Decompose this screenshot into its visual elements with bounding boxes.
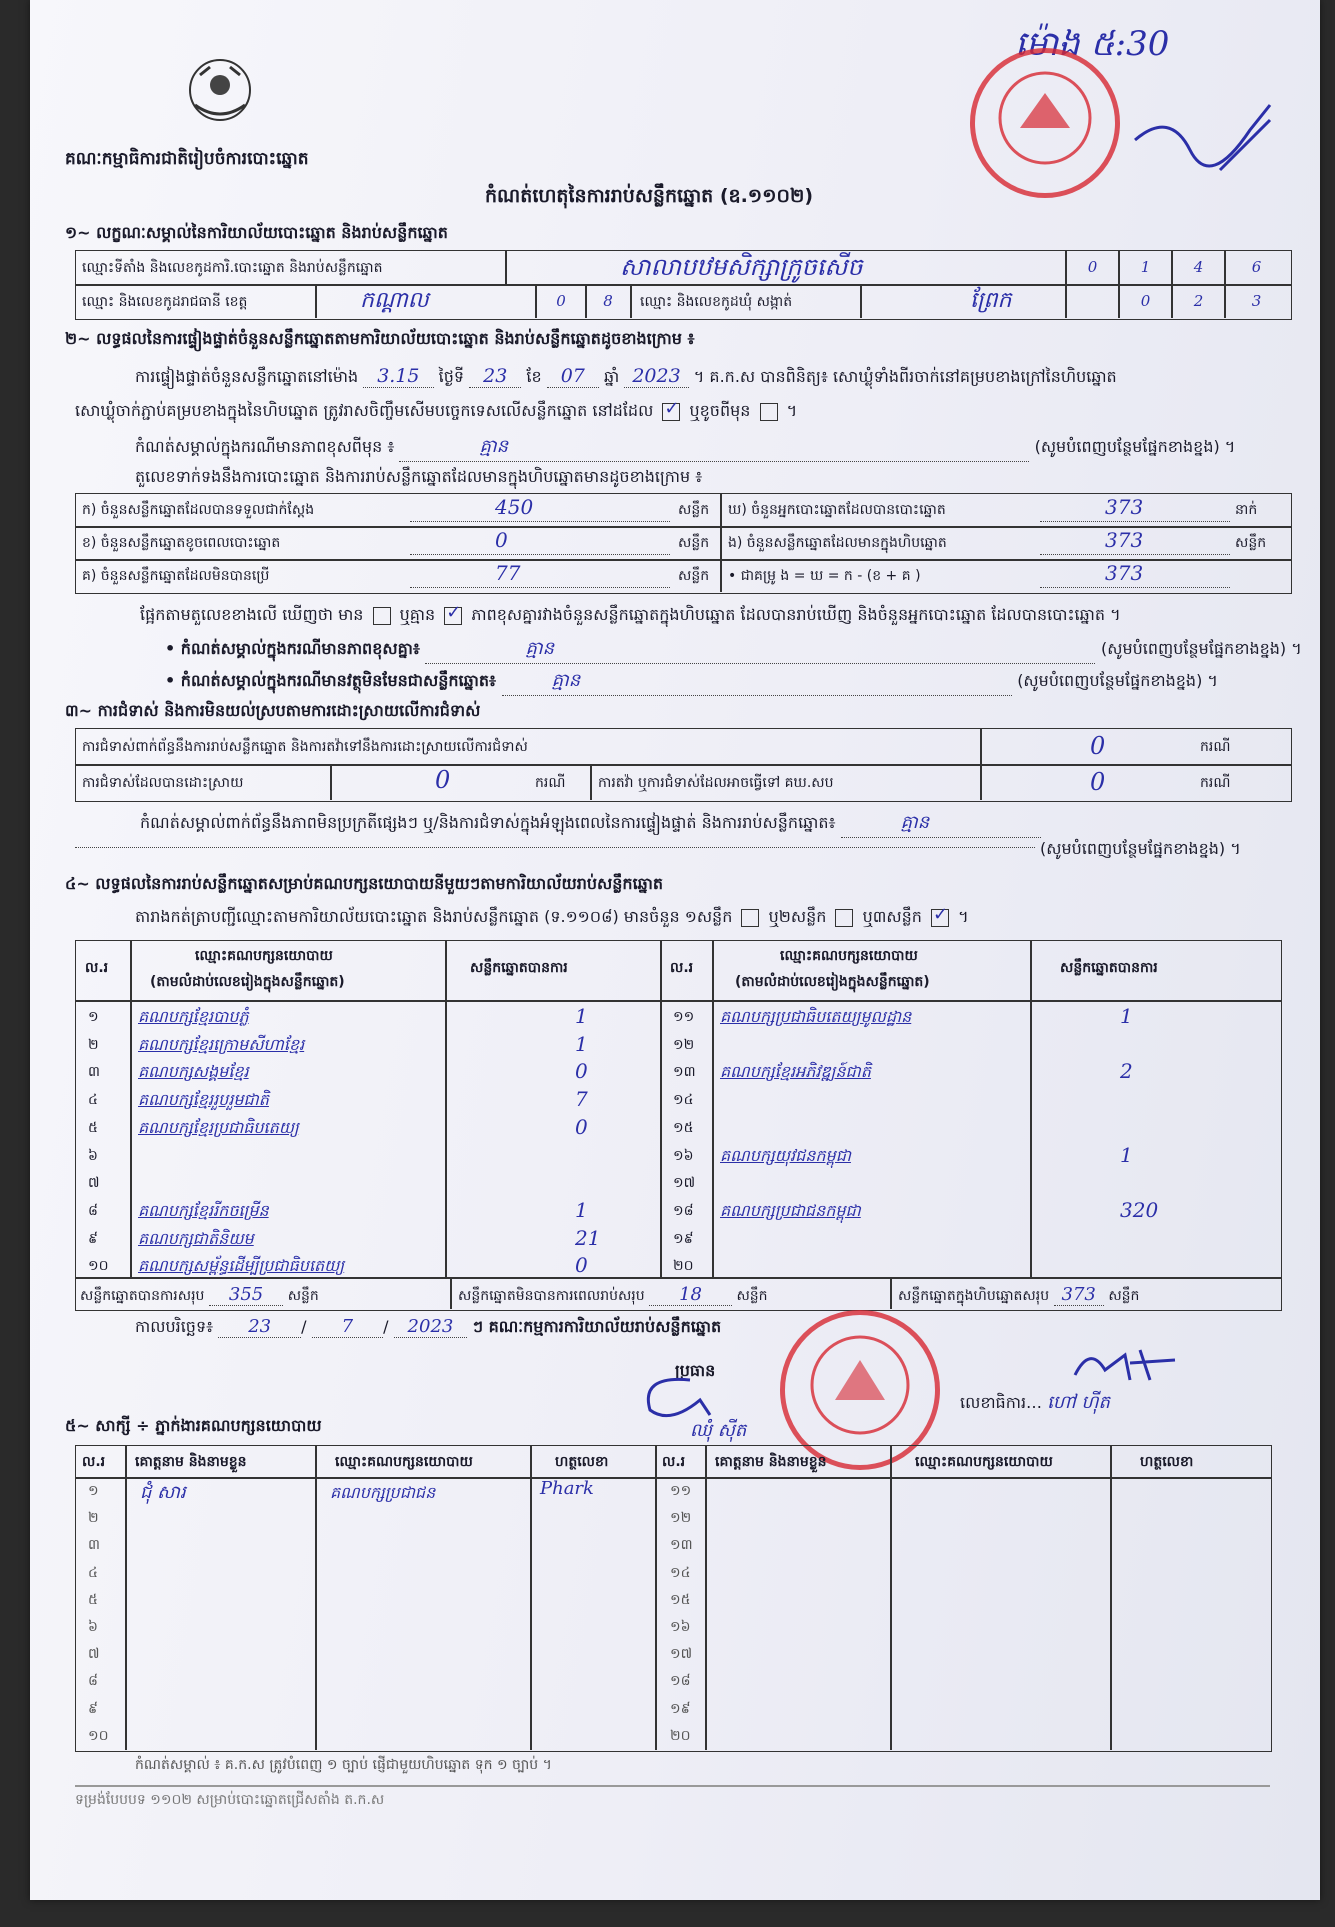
result-votes-left: 1: [575, 1031, 588, 1056]
witness-no-left: ៩: [88, 1700, 98, 1717]
witness-no-right: ១១: [670, 1483, 692, 1499]
w-col-party-l: ឈ្មោះគណបក្សនយោបាយ: [335, 1454, 473, 1470]
handwritten-time: ម៉ោង ៥:30: [1015, 24, 1170, 64]
result-no-left: ៤: [88, 1092, 98, 1109]
result-no-right: ១៥: [673, 1119, 694, 1136]
witness-no-right: ១៤: [670, 1564, 691, 1581]
count-row-dots: [410, 520, 670, 522]
w-col-party-r: ឈ្មោះគណបក្សនយោបាយ: [915, 1454, 1053, 1470]
objection-row2-value: 0: [435, 766, 451, 794]
secretary: លេខាធិការ… ហៅ ហ៊ីត: [960, 1392, 1110, 1413]
count-right-dots: [1040, 586, 1230, 588]
no-discrepancy-checkbox[interactable]: [444, 607, 462, 625]
verification-year: 2023: [624, 365, 688, 388]
one-sheet-checkbox[interactable]: [741, 909, 759, 927]
objection-row1-value: 0: [1090, 732, 1106, 760]
count-right-unit: នាក់: [1235, 502, 1258, 518]
total-box: សន្លឹកឆ្នោតក្នុងហិបឆ្នោតសរុប 373 សន្លឹក: [898, 1284, 1140, 1305]
result-no-right: ១៨: [673, 1202, 694, 1219]
form-paper: [30, 0, 1320, 1900]
count-right-value: 373: [1105, 528, 1144, 552]
foreign-object-note: • កំណត់សម្គាល់ក្នុងករណីមានវត្ថុមិនមែនជាសន្លឹកឆ្នោត៖ គ្មាន (សូមបំពេញបន្ថែមផ្នែកខាងខ្នង) ។: [165, 668, 1218, 696]
count-row-label: គ) ចំនួនសន្លឹកឆ្នោតដែលមិនបានប្រើ: [82, 568, 270, 584]
nec-emblem-icon: [180, 55, 260, 125]
count-row-label: ខ) ចំនួនសន្លឹកឆ្នោតខូចពេលបោះឆ្នោត: [82, 535, 281, 551]
result-party-left: គណបក្សខ្មែរបាបភ្លំ: [138, 1007, 249, 1026]
result-no-right: ១៤: [673, 1092, 694, 1109]
objection-row2-label2: ការតវ៉ា ឬការជំទាស់ដែលអាចធ្វើទៅ គឃ.សប: [598, 775, 834, 791]
verification-line-1: ការផ្ទៀងផ្ទាត់ចំនួនសន្លឹកឆ្នោតនៅម៉ោង 3.15 ថ្ងៃទី 23 ខែ 07 ឆ្នាំ 2023 ។ គ.ក.ស បានពិនិត្យ៖ សោឃ្លុំទាំងពីរចាក់នៅគម្របខាងក្រៅនៃហិបឆ្នោត: [135, 365, 1117, 387]
objection-row1-label: ការជំទាស់ពាក់ព័ន្ធនឹងការរាប់សន្លឹកឆ្នោត និងការតវ៉ាទៅនឹងការដោះស្រាយលើការជំទាស់: [82, 739, 528, 755]
witness-no-left: ៤: [88, 1564, 98, 1581]
witness-no-left: ១: [88, 1483, 99, 1499]
count-row-unit: សន្លឹក: [678, 502, 710, 518]
total-invalid: សន្លឹកឆ្នោតមិនបានការពេលរាប់សរុប 18 សន្លឹក: [458, 1284, 768, 1305]
result-votes-right: 2: [1120, 1059, 1133, 1084]
col-party-right: ឈ្មោះគណបក្សនយោបាយ: [780, 948, 918, 964]
witness-1-signature: Phark: [540, 1478, 594, 1499]
verification-line-2: សោឃ្លុំចាក់ភ្ជាប់គម្របខាងក្នុងនៃហិបឆ្នោត ត្រូវរាសចិញ្ចឹមសើមបច្ចេកទេសលើសន្លឹកឆ្នោត នៅដដែល ✓ ឬខូចពីមុន ។: [75, 400, 797, 424]
witness-no-left: ២: [88, 1510, 99, 1527]
witness-no-left: ៨: [88, 1673, 98, 1690]
result-party-left: គណបក្សសង្គមខ្មែរ: [138, 1062, 249, 1082]
result-no-left: ៥: [88, 1119, 98, 1136]
col-votes-left: សន្លឹកឆ្នោតបានការ: [470, 960, 568, 976]
result-votes-left: 1: [575, 1004, 588, 1028]
section2-heading: ២~ លទ្ធផលនៃការផ្ទៀងផ្ទាត់ចំនួនសន្លឹកឆ្នោតតាមការិយាល័យបោះឆ្នោត និងរាប់សន្លឹកឆ្នោតដូចខាងក្រោម ៖: [65, 329, 695, 348]
col-votes-right: សន្លឹកឆ្នោតបានការ: [1060, 960, 1158, 976]
witness-1-name: ជុំ សារ: [140, 1482, 186, 1503]
count-row-value: 450: [495, 495, 534, 519]
count-row-value: 77: [495, 561, 521, 585]
col-party-left: ឈ្មោះគណបក្សនយោបាយ: [195, 948, 333, 964]
section4-intro: តារាងកត់ត្រាបញ្ជីឈ្មោះតាមការិយាល័យបោះឆ្នោត និងរាប់សន្លឹកឆ្នោត (ទ.១១០៨) មានចំនួន ១សន្លឹក ឬ២សន្លឹក ឬ៣សន្លឹក ✓ ។: [135, 906, 969, 930]
result-party-right: គណបក្សយុវជនកម្ពុជា: [720, 1145, 851, 1165]
result-no-left: ២: [88, 1036, 99, 1053]
result-no-left: ១០: [88, 1258, 109, 1275]
official-stamp-top: [970, 48, 1120, 198]
irregularity-fill-hint: (សូមបំពេញបន្ថែមផ្នែកខាងខ្នង) ។: [1040, 839, 1241, 858]
count-row-dots: [410, 586, 670, 588]
count-row-value: 0: [495, 528, 508, 552]
footer-note: កំណត់សម្គាល់ ៖ គ.ក.ស ត្រូវបំពេញ ១ ច្បាប់ ផ្ញើជាមួយហិបឆ្នោត ទុក ១ ច្បាប់ ។: [135, 1757, 552, 1773]
location-code-4: 6: [1251, 258, 1262, 276]
broken-checkbox[interactable]: [760, 403, 778, 421]
witness-no-right: ១៣: [670, 1537, 693, 1554]
objection-row2-value2: 0: [1090, 768, 1106, 796]
section3-heading: ៣~ ការជំទាស់ និងការមិនយល់ស្របតាមការដោះស្រាយលើការជំទាស់: [65, 701, 481, 720]
count-right-value: 373: [1105, 495, 1144, 519]
witness-no-right: ១២: [670, 1510, 692, 1527]
count-right-label: • ជាគម្រូ ង = ឃ = ក - (ខ + គ ): [728, 568, 921, 584]
verification-day: 23: [469, 365, 521, 388]
province-label: ឈ្មោះ និងលេខកូដរាជធានី ខេត្ត: [82, 294, 248, 310]
result-votes-left: 0: [575, 1059, 588, 1084]
objection-row2-label: ការជំទាស់ដែលបានដោះស្រាយ: [82, 775, 244, 791]
commune-value: ព្រែក: [970, 288, 1012, 313]
w-col-sign-l: ហត្ថលេខា: [555, 1454, 609, 1470]
result-no-left: ៦: [88, 1147, 98, 1164]
two-sheet-checkbox[interactable]: [835, 909, 853, 927]
result-votes-left: 1: [575, 1197, 588, 1222]
witness-no-right: ១៦: [670, 1619, 691, 1635]
difference-note: កំណត់សម្គាល់ក្នុងករណីមានភាពខុសពីមុន ៖ គ្មាន (សូមបំពេញបន្ថែមផ្នែកខាងខ្នង) ។: [135, 434, 1235, 462]
result-intro: តួលេខទាក់ទងនឹងការបោះឆ្នោត និងការរាប់សន្លឹកឆ្នោតដែលមានក្នុងហិបឆ្នោតមានដូចខាងក្រោម ៖: [135, 467, 703, 486]
commune-code-1: 0: [1140, 292, 1151, 310]
w-col-no-r: ល.រ: [662, 1454, 686, 1470]
result-no-right: ២០: [673, 1258, 694, 1275]
result-votes-right: 320: [1120, 1197, 1159, 1222]
province-code-1: 0: [556, 292, 566, 310]
count-row-label: ក) ចំនួនសន្លឹកឆ្នោតដែលបានទទួលជាក់ស្ដែង: [82, 502, 315, 518]
section5-heading: ៥~ សាក្សី ÷ ភ្នាក់ងារគណបក្សនយោបាយ: [65, 1416, 322, 1435]
result-no-left: ៣: [88, 1064, 100, 1081]
chair-label: ប្រធាន: [675, 1361, 716, 1380]
result-no-right: ១១: [673, 1009, 695, 1025]
witness-no-right: ១៧: [670, 1646, 693, 1663]
result-no-left: ១: [88, 1009, 99, 1025]
witness-no-left: ១០: [88, 1727, 109, 1744]
result-party-right: គណបក្សប្រជាជនកម្ពុជា: [720, 1200, 861, 1220]
verification-time: 3.15: [363, 365, 433, 388]
result-votes-left: 7: [575, 1087, 588, 1112]
location-label: ឈ្មោះទីតាំង និងលេខកូដការិ.បោះឆ្នោត និងរាប់សន្លឹកឆ្នោត: [82, 260, 383, 276]
col-party-sub-right: (តាមលំដាប់លេខរៀងក្នុងសន្លឹកឆ្នោត): [735, 974, 930, 990]
location-value: សាលាបឋមសិក្សាក្រូចសើច: [620, 253, 863, 281]
result-party-left: គណបក្សខ្មែរប្រជាធិបតេយ្យ: [138, 1117, 299, 1137]
w-col-name-r: គោត្តនាម និងនាមខ្លួន: [715, 1454, 827, 1470]
location-code-1: 0: [1087, 258, 1098, 276]
secretary-signature: [1070, 1345, 1180, 1389]
result-votes-right: 1: [1120, 1004, 1133, 1028]
intact-checkbox[interactable]: [662, 403, 680, 421]
signature-top: [1130, 100, 1280, 184]
result-no-right: ១៣: [673, 1064, 696, 1081]
result-votes-right: 1: [1120, 1142, 1133, 1167]
col-party-sub-left: (តាមលំដាប់លេខរៀងក្នុងសន្លឹកឆ្នោត): [150, 974, 345, 990]
result-party-right: គណបក្សខ្មែរអភិវឌ្ឍន៍ជាតិ: [720, 1062, 871, 1082]
section4-heading: ៤~ លទ្ធផលនៃការរាប់សន្លឹកឆ្នោតសម្រាប់គណបក្សនយោបាយនីមួយៗតាមការិយាល័យរាប់សន្លឹកឆ្នោត: [65, 874, 664, 893]
location-code-2: 1: [1140, 258, 1151, 276]
witness-no-right: ១៩: [670, 1700, 691, 1717]
result-party-left: គណបក្សខ្មែរក្រោមសីហាខ្មែរ: [138, 1034, 305, 1054]
result-no-left: ៧: [88, 1175, 100, 1192]
objection-row1-unit: ករណី: [1200, 739, 1231, 755]
signing-date: កាលបរិច្ឆេទ៖ 23 / 7 / 2023 ៗ គណៈកម្មការការិយាល័យរាប់សន្លឹកឆ្នោត: [135, 1316, 722, 1337]
commune-label: ឈ្មោះ និងលេខកូដឃុំ សង្កាត់: [640, 294, 793, 310]
verification-month: 07: [547, 365, 599, 388]
irregularity-note: កំណត់សម្គាល់ពាក់ព័ន្ធនឹងភាពមិនប្រក្រតីផ្សេងៗ ឬ/និងការជំទាស់ក្នុងអំឡុងពេលនៃការផ្ទៀងផ្ទាត់ និងការរាប់សន្លឹកឆ្នោត៖ គ្មាន: [140, 810, 1041, 838]
province-code-2: 8: [603, 292, 613, 310]
result-votes-left: 0: [575, 1114, 588, 1139]
discrepancy-line: ផ្អែកតាមតួលេខខាងលើ ឃើញថា មាន ឬគ្មាន ✓ ភាពខុសគ្នារវាងចំនួនសន្លឹកឆ្នោតក្នុងហិបឆ្នោត ដែលបានរាប់ឃើញ និងចំនួនអ្នកបោះឆ្នោត ដែលបានបោះឆ្នោត ។: [140, 604, 1121, 628]
org-name: គណៈកម្មាធិការជាតិរៀបចំការបោះឆ្នោត: [65, 149, 309, 169]
commune-code-2: 2: [1193, 292, 1204, 310]
form-title: កំណត់ហេតុនៃការរាប់សន្លឹកឆ្នោត (ឧ.១១០២): [485, 185, 814, 207]
commune-code-3: 3: [1251, 292, 1262, 310]
result-party-left: គណបក្សសម្ព័ន្ធដើម្បីប្រជាធិបតេយ្យ: [138, 1256, 345, 1276]
witness-no-right: ២០: [670, 1727, 691, 1744]
count-right-label: ង) ចំនួនសន្លឹកឆ្នោតដែលមានក្នុងហិបឆ្នោត: [728, 535, 947, 551]
count-row-unit: សន្លឹក: [678, 535, 710, 551]
discrepancy-note: • កំណត់សម្គាល់ក្នុងករណីមានភាពខុសគ្នា៖ គ្មាន (សូមបំពេញបន្ថែមផ្នែកខាងខ្នង) ។: [165, 636, 1302, 664]
result-party-right: គណបក្សប្រជាធិបតេយ្យមូលដ្ឋាន: [720, 1007, 912, 1026]
section1-heading: ១~ លក្ខណៈសម្គាល់នៃការិយាល័យបោះឆ្នោត និងរាប់សន្លឹកឆ្នោត: [65, 223, 448, 242]
result-party-left: គណបក្សជាតិនិយម: [138, 1228, 254, 1248]
result-no-right: ១៦: [673, 1147, 694, 1164]
witness-1-party: គណបក្សប្រជាជន: [330, 1483, 436, 1502]
w-col-no-l: ល.រ: [82, 1454, 106, 1470]
has-discrepancy-checkbox[interactable]: [373, 607, 391, 625]
witness-no-left: ៣: [88, 1537, 100, 1554]
count-right-unit: សន្លឹក: [1235, 535, 1267, 551]
result-no-left: ៩: [88, 1230, 98, 1247]
objection-row2-unit: ករណី: [535, 775, 566, 791]
result-party-left: គណបក្សខ្មែររីកចម្រើន: [138, 1200, 269, 1220]
result-no-right: ១៧: [673, 1175, 696, 1192]
witness-no-left: ៥: [88, 1591, 98, 1608]
w-col-sign-r: ហត្ថលេខា: [1140, 1454, 1194, 1470]
w-col-name-l: គោត្តនាម និងនាមខ្លួន: [135, 1454, 247, 1470]
objection-row2-unit2: ករណី: [1200, 775, 1231, 791]
count-right-dots: [1040, 520, 1230, 522]
count-right-value: 373: [1105, 561, 1144, 585]
witness-no-left: ៧: [88, 1646, 100, 1663]
result-party-left: គណបក្សខ្មែររួបរួមជាតិ: [138, 1090, 269, 1110]
count-right-label: ឃ) ចំនួនអ្នកបោះឆ្នោតដែលបានបោះឆ្នោត: [728, 502, 946, 518]
col-no-right: ល.រ: [670, 960, 694, 976]
result-votes-left: 0: [575, 1253, 588, 1278]
count-row-dots: [410, 553, 670, 555]
chair-name: ឈុំ ស៊ីត: [690, 1420, 747, 1441]
total-valid: សន្លឹកឆ្នោតបានការសរុប 355 សន្លឹក: [80, 1284, 319, 1305]
result-no-left: ៨: [88, 1202, 98, 1219]
irregularity-note-line: [75, 846, 1035, 848]
result-no-right: ១២: [673, 1036, 695, 1053]
witness-no-right: ១៥: [670, 1591, 691, 1608]
witness-no-right: ១៨: [670, 1673, 691, 1690]
witness-no-left: ៦: [88, 1619, 98, 1635]
count-row-unit: សន្លឹក: [678, 568, 710, 584]
province-value: កណ្ដាល: [360, 288, 429, 313]
result-votes-left: 21: [575, 1225, 601, 1250]
result-no-right: ១៩: [673, 1230, 694, 1247]
location-code-3: 4: [1193, 258, 1204, 276]
col-no-left: ល.រ: [85, 960, 109, 976]
count-right-dots: [1040, 553, 1230, 555]
three-sheet-checkbox[interactable]: [931, 909, 949, 927]
footer-form: ទម្រង់បែបបទ ១១០២ សម្រាប់បោះឆ្នោតជ្រើសតាំង ត.ក.ស: [75, 1792, 385, 1808]
